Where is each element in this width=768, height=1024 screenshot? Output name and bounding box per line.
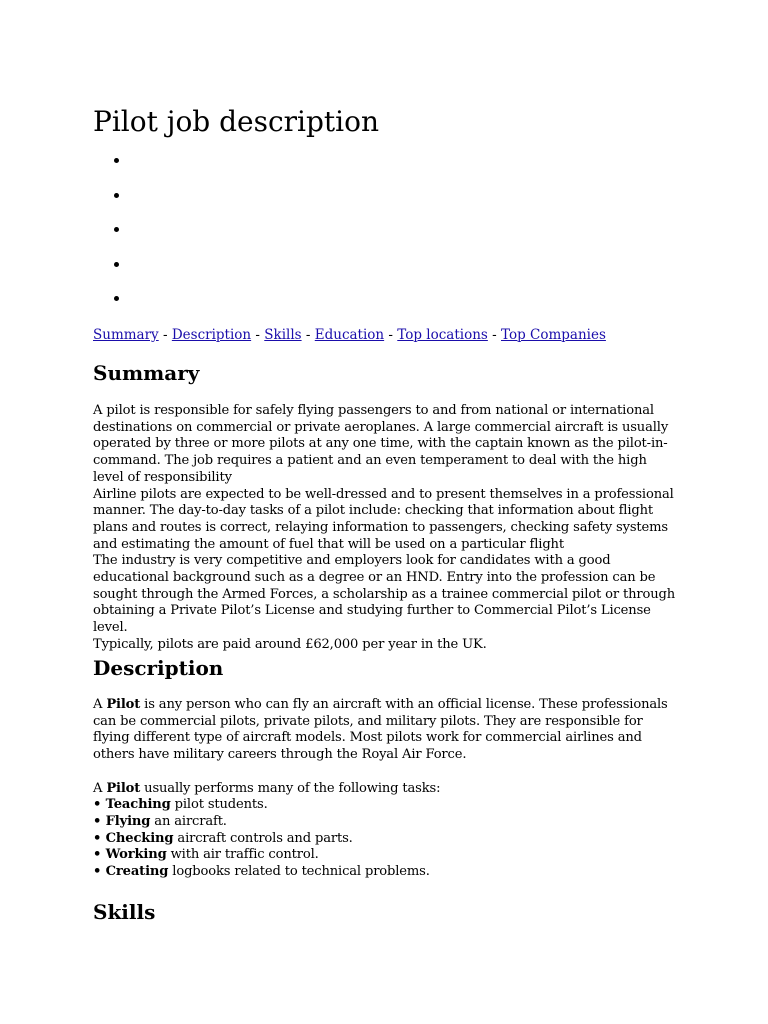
nav-link-skills[interactable]: Skills — [264, 327, 302, 343]
skills-heading: Skills — [93, 900, 156, 924]
summary-paragraph: A pilot is responsible for safely flying passengers to and from national or international destinations on commercial or private aeroplanes. A large commercial aircraft is usually operated by three or more pilots at any one time, with the captain known as the pilot-in-command. The job requires a patient and an even temperament to deal with the high level of responsibility — [93, 403, 669, 485]
blank-line — [93, 764, 678, 781]
summary-body — [93, 403, 678, 654]
list-item: • Teaching pilot students. — [93, 797, 268, 813]
bullet-icon — [114, 296, 119, 301]
nav-link-education[interactable]: Education — [314, 327, 385, 343]
description-heading: Description — [93, 656, 224, 680]
nav-link-top-locations[interactable]: Top locations — [397, 327, 488, 343]
tasks-list — [93, 797, 678, 881]
nav-separator: - — [158, 327, 172, 343]
bullet-icon — [114, 262, 119, 267]
summary-heading: Summary — [93, 361, 200, 385]
nav-link-description[interactable]: Description — [171, 327, 252, 343]
nav-link-summary[interactable]: Summary — [93, 327, 159, 343]
summary-paragraph: Typically, pilots are paid around £62,000 per year in the UK. — [93, 636, 487, 652]
list-item: • Creating logbooks related to technical problems. — [93, 864, 430, 880]
nav-separator: - — [384, 327, 398, 343]
summary-paragraph: Airline pilots are expected to be well-dressed and to present themselves in a professional manner. The day-to-day tasks of a pilot include: checking that information about flight plans and routes is correct, relaying information to passengers, checking safety systems and estimating the amount of fuel that will be used on a particular flight — [93, 486, 674, 552]
bullet-icon — [114, 193, 119, 198]
bullet-icon — [114, 158, 119, 163]
tasks-intro: A Pilot usually performs many of the following tasks: — [93, 780, 441, 796]
list-item: • Checking aircraft controls and parts. — [93, 830, 353, 846]
list-item: • Flying an aircraft. — [93, 813, 227, 829]
page-title: Pilot job description — [93, 105, 380, 138]
bullet-icon — [114, 227, 119, 232]
section-nav — [93, 326, 606, 344]
nav-separator: - — [487, 327, 502, 343]
list-item: • Working with air traffic control. — [93, 847, 319, 863]
nav-link-top-companies[interactable]: Top Companies — [501, 327, 606, 343]
nav-separator: - — [301, 327, 315, 343]
summary-paragraph: The industry is very competitive and employers look for candidates with a good educational background such as a degree or an HND. Entry into the profession can be sought through the Armed Forces, a scholarship as a trainee commercial pilot or through obtaining a Private Pilot’s License and studying further to Commercial Pilot’s License level. — [93, 553, 676, 636]
description-intro: A Pilot is any person who can fly an aircraft with an official license. These professionals can be commercial pilots, private pilots, and military pilots. They are responsible for flying different type of aircraft models. Most pilots work for commercial airlines and others have military careers through the Royal Air Force. — [93, 697, 668, 763]
nav-separator: - — [251, 327, 265, 343]
description-body — [93, 697, 678, 881]
